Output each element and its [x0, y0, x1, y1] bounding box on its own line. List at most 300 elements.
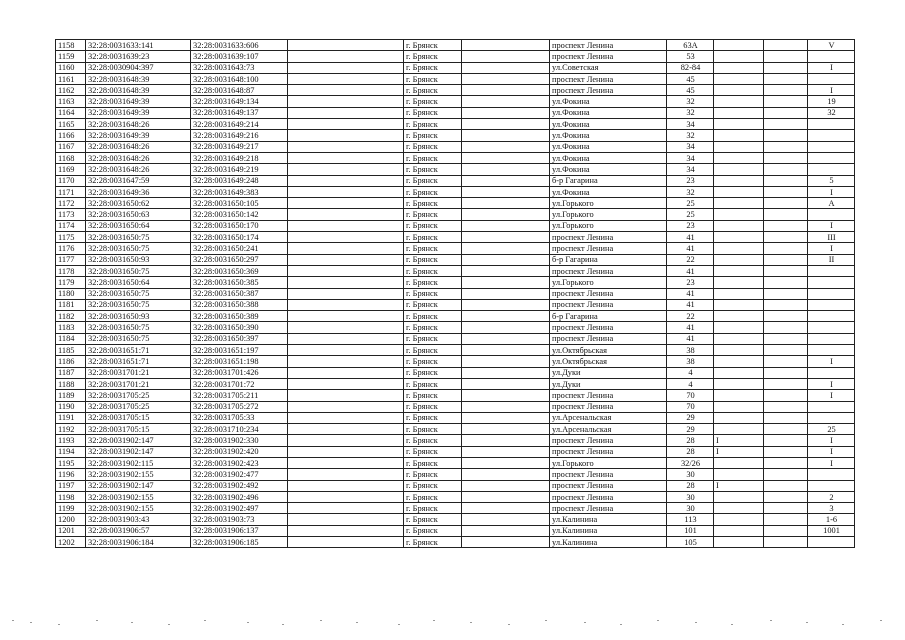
cell-street: ул.Фокина	[550, 130, 667, 141]
cell-num: 1181	[56, 299, 86, 310]
cell-flag	[714, 401, 764, 412]
scan-speck	[584, 622, 586, 623]
cell-object: 32:28:0031649:134	[191, 96, 288, 107]
cell-object: 32:28:0031650:387	[191, 288, 288, 299]
cell-house: 41	[667, 322, 714, 333]
cell-object: 32:28:0031902:492	[191, 480, 288, 491]
scan-speck	[247, 622, 249, 623]
cell-object: 32:28:0031902:496	[191, 491, 288, 502]
cell-apt: V	[808, 40, 855, 51]
cell-object: 32:28:0031902:330	[191, 435, 288, 446]
table-row	[56, 469, 855, 480]
cell-empty2	[462, 537, 550, 548]
cell-street: б-р Гагарина	[550, 254, 667, 265]
cell-empty1	[288, 232, 404, 243]
cell-street: ул.Фокина	[550, 119, 667, 130]
cell-num: 1200	[56, 514, 86, 525]
cell-apt: I	[808, 390, 855, 401]
table-row	[56, 152, 855, 163]
cell-street: ул.Фокина	[550, 164, 667, 175]
cell-object: 32:28:0031705:272	[191, 401, 288, 412]
cell-empty3	[764, 164, 808, 175]
cell-empty3	[764, 288, 808, 299]
cell-street: ул.Калинина	[550, 525, 667, 536]
cell-house: 32	[667, 130, 714, 141]
cell-city: г. Брянск	[404, 96, 462, 107]
cell-city: г. Брянск	[404, 435, 462, 446]
cell-object: 32:28:0031649:218	[191, 152, 288, 163]
cell-num: 1194	[56, 446, 86, 457]
cell-empty3	[764, 333, 808, 344]
table-row	[56, 299, 855, 310]
cell-num: 1193	[56, 435, 86, 446]
table-row	[56, 51, 855, 62]
cell-parcel: 32:28:0031648:26	[86, 119, 191, 130]
table-row	[56, 254, 855, 265]
cell-object: 32:28:0031650:389	[191, 311, 288, 322]
cell-flag	[714, 333, 764, 344]
cell-city: г. Брянск	[404, 457, 462, 468]
table-row	[56, 412, 855, 423]
cell-street: ул.Октябрьская	[550, 356, 667, 367]
cell-apt: I	[808, 378, 855, 389]
cell-object: 32:28:0031650:174	[191, 232, 288, 243]
cell-parcel: 32:28:0031650:75	[86, 333, 191, 344]
cell-num: 1170	[56, 175, 86, 186]
cell-apt	[808, 333, 855, 344]
table-row	[56, 198, 855, 209]
cell-parcel: 32:28:0031647:59	[86, 175, 191, 186]
cell-street: ул.Арсенальская	[550, 412, 667, 423]
cell-house: 25	[667, 209, 714, 220]
cell-empty3	[764, 491, 808, 502]
cell-city: г. Брянск	[404, 356, 462, 367]
cell-apt	[808, 367, 855, 378]
cell-empty3	[764, 503, 808, 514]
cell-object: 32:28:0031648:100	[191, 73, 288, 84]
cell-empty1	[288, 288, 404, 299]
cell-parcel: 32:28:0031650:93	[86, 311, 191, 322]
table-row	[56, 457, 855, 468]
cell-city: г. Брянск	[404, 412, 462, 423]
table-row	[56, 525, 855, 536]
cell-empty3	[764, 390, 808, 401]
table-row	[56, 130, 855, 141]
cell-city: г. Брянск	[404, 537, 462, 548]
cell-empty2	[462, 457, 550, 468]
cell-empty3	[764, 220, 808, 231]
cell-street: проспект Ленина	[550, 503, 667, 514]
cell-num: 1162	[56, 85, 86, 96]
cell-city: г. Брянск	[404, 73, 462, 84]
table-row	[56, 480, 855, 491]
cell-empty1	[288, 537, 404, 548]
cell-street: ул.Горького	[550, 220, 667, 231]
table-row	[56, 73, 855, 84]
cell-city: г. Брянск	[404, 141, 462, 152]
cell-street: ул.Фокина	[550, 186, 667, 197]
cell-empty1	[288, 491, 404, 502]
cell-street: проспект Ленина	[550, 401, 667, 412]
cell-empty1	[288, 514, 404, 525]
table-row	[56, 367, 855, 378]
cell-street: б-р Гагарина	[550, 175, 667, 186]
cell-empty2	[462, 51, 550, 62]
cell-empty2	[462, 435, 550, 446]
cell-city: г. Брянск	[404, 130, 462, 141]
cell-empty3	[764, 209, 808, 220]
cell-object: 32:28:0031902:423	[191, 457, 288, 468]
scan-speck	[204, 620, 206, 621]
cell-flag	[714, 537, 764, 548]
cell-parcel: 32:28:0031902:155	[86, 503, 191, 514]
cell-empty1	[288, 356, 404, 367]
cell-empty2	[462, 141, 550, 152]
table-row	[56, 401, 855, 412]
cell-house: 34	[667, 152, 714, 163]
cell-house: 32	[667, 107, 714, 118]
cell-empty3	[764, 96, 808, 107]
cell-empty3	[764, 525, 808, 536]
cell-flag	[714, 356, 764, 367]
cell-house: 30	[667, 503, 714, 514]
cell-apt: I	[808, 243, 855, 254]
cell-apt	[808, 412, 855, 423]
cell-object: 32:28:0031710:234	[191, 424, 288, 435]
cell-object: 32:28:0031650:170	[191, 220, 288, 231]
cell-house: 32	[667, 186, 714, 197]
cell-empty3	[764, 345, 808, 356]
cell-house: 30	[667, 491, 714, 502]
cell-apt	[808, 401, 855, 412]
cell-house: 23	[667, 277, 714, 288]
cell-num: 1189	[56, 390, 86, 401]
cell-num: 1173	[56, 209, 86, 220]
cell-parcel: 32:28:0031649:39	[86, 107, 191, 118]
cell-empty3	[764, 232, 808, 243]
cell-num: 1188	[56, 378, 86, 389]
cell-empty2	[462, 378, 550, 389]
table-row	[56, 85, 855, 96]
cell-street: проспект Ленина	[550, 288, 667, 299]
cell-flag	[714, 412, 764, 423]
scan-speck	[398, 624, 400, 625]
cell-street: ул.Дуки	[550, 367, 667, 378]
cell-house: 28	[667, 446, 714, 457]
cell-parcel: 32:28:0031648:26	[86, 141, 191, 152]
table-row	[56, 232, 855, 243]
cell-city: г. Брянск	[404, 232, 462, 243]
cell-street: проспект Ленина	[550, 51, 667, 62]
cell-apt: II	[808, 254, 855, 265]
cell-num: 1180	[56, 288, 86, 299]
cell-house: 32	[667, 96, 714, 107]
cell-street: ул.Фокина	[550, 96, 667, 107]
cell-street: ул.Арсенальская	[550, 424, 667, 435]
cell-city: г. Брянск	[404, 119, 462, 130]
table-row	[56, 345, 855, 356]
cell-flag	[714, 175, 764, 186]
cell-city: г. Брянск	[404, 345, 462, 356]
cell-city: г. Брянск	[404, 198, 462, 209]
cell-num: 1192	[56, 424, 86, 435]
cell-parcel: 32:28:0031906:57	[86, 525, 191, 536]
cell-empty3	[764, 435, 808, 446]
cell-apt: А	[808, 198, 855, 209]
cell-flag	[714, 525, 764, 536]
cell-parcel: 32:28:0031648:26	[86, 164, 191, 175]
cell-object: 32:28:0031649:219	[191, 164, 288, 175]
cell-num: 1184	[56, 333, 86, 344]
cell-empty1	[288, 265, 404, 276]
cell-object: 32:28:0031906:137	[191, 525, 288, 536]
cell-empty2	[462, 130, 550, 141]
cell-flag	[714, 51, 764, 62]
table-row	[56, 491, 855, 502]
cell-city: г. Брянск	[404, 525, 462, 536]
cell-house: 38	[667, 345, 714, 356]
cell-house: 34	[667, 141, 714, 152]
cell-street: проспект Ленина	[550, 85, 667, 96]
cell-flag	[714, 277, 764, 288]
cell-empty2	[462, 345, 550, 356]
cell-empty1	[288, 525, 404, 536]
cell-empty1	[288, 254, 404, 265]
cell-num: 1168	[56, 152, 86, 163]
table-row	[56, 209, 855, 220]
scan-speck	[731, 624, 733, 625]
cell-num: 1190	[56, 401, 86, 412]
cell-empty1	[288, 424, 404, 435]
cell-object: 32:28:0031650:241	[191, 243, 288, 254]
cell-apt: I	[808, 446, 855, 457]
cell-parcel: 32:28:0031902:115	[86, 457, 191, 468]
table-row	[56, 265, 855, 276]
cell-flag	[714, 119, 764, 130]
cell-num: 1165	[56, 119, 86, 130]
cell-house: 29	[667, 424, 714, 435]
cell-object: 32:28:0031701:72	[191, 378, 288, 389]
cell-house: 41	[667, 243, 714, 254]
cell-apt: I	[808, 220, 855, 231]
cell-city: г. Брянск	[404, 333, 462, 344]
cell-empty3	[764, 457, 808, 468]
cell-city: г. Брянск	[404, 40, 462, 51]
cell-flag	[714, 299, 764, 310]
cell-apt	[808, 51, 855, 62]
cell-object: 32:28:0031651:197	[191, 345, 288, 356]
table-row	[56, 243, 855, 254]
cell-city: г. Брянск	[404, 62, 462, 73]
cell-empty3	[764, 356, 808, 367]
cell-num: 1185	[56, 345, 86, 356]
cell-empty3	[764, 514, 808, 525]
cell-street: ул.Фокина	[550, 107, 667, 118]
cell-flag	[714, 265, 764, 276]
table-row	[56, 62, 855, 73]
cell-empty2	[462, 480, 550, 491]
scan-speck	[30, 622, 32, 623]
cell-city: г. Брянск	[404, 446, 462, 457]
cell-street: проспект Ленина	[550, 491, 667, 502]
cell-num: 1160	[56, 62, 86, 73]
cell-apt: I	[808, 457, 855, 468]
cell-parcel: 32:28:0031649:39	[86, 130, 191, 141]
cell-street: ул.Дуки	[550, 378, 667, 389]
cell-empty3	[764, 254, 808, 265]
cell-apt: 19	[808, 96, 855, 107]
cell-house: 34	[667, 164, 714, 175]
cell-num: 1176	[56, 243, 86, 254]
cell-num: 1174	[56, 220, 86, 231]
cell-empty2	[462, 62, 550, 73]
cell-city: г. Брянск	[404, 175, 462, 186]
cell-house: 53	[667, 51, 714, 62]
cell-apt: 25	[808, 424, 855, 435]
cell-city: г. Брянск	[404, 186, 462, 197]
cell-empty1	[288, 51, 404, 62]
cell-parcel: 32:28:0031651:71	[86, 356, 191, 367]
cell-flag	[714, 345, 764, 356]
cell-empty1	[288, 378, 404, 389]
cell-flag	[714, 130, 764, 141]
cell-num: 1178	[56, 265, 86, 276]
cell-flag	[714, 152, 764, 163]
cell-apt	[808, 277, 855, 288]
cell-street: проспект Ленина	[550, 435, 667, 446]
cell-empty2	[462, 209, 550, 220]
cell-empty2	[462, 367, 550, 378]
cell-empty1	[288, 243, 404, 254]
cell-flag	[714, 311, 764, 322]
table-row	[56, 537, 855, 548]
table-row	[56, 288, 855, 299]
cell-street: ул.Горького	[550, 277, 667, 288]
scan-speck	[695, 622, 697, 623]
cell-house: 30	[667, 469, 714, 480]
cell-empty2	[462, 152, 550, 163]
cell-empty2	[462, 232, 550, 243]
cell-city: г. Брянск	[404, 401, 462, 412]
cell-parcel: 32:28:0031650:62	[86, 198, 191, 209]
cell-parcel: 32:28:0031650:75	[86, 232, 191, 243]
cell-num: 1196	[56, 469, 86, 480]
cell-street: ул.Горького	[550, 457, 667, 468]
cell-num: 1198	[56, 491, 86, 502]
table-row	[56, 119, 855, 130]
cell-empty1	[288, 164, 404, 175]
cell-empty3	[764, 322, 808, 333]
cell-empty1	[288, 198, 404, 209]
cell-flag	[714, 243, 764, 254]
cell-street: проспект Ленина	[550, 480, 667, 491]
cell-num: 1175	[56, 232, 86, 243]
cell-empty2	[462, 322, 550, 333]
cell-num: 1202	[56, 537, 86, 548]
cell-apt	[808, 152, 855, 163]
table-row	[56, 356, 855, 367]
cell-parcel: 32:28:0031649:39	[86, 96, 191, 107]
scan-speck	[282, 624, 284, 625]
cell-flag	[714, 322, 764, 333]
cell-empty2	[462, 265, 550, 276]
cell-empty2	[462, 107, 550, 118]
cell-city: г. Брянск	[404, 288, 462, 299]
cell-parcel: 32:28:0031650:64	[86, 277, 191, 288]
cell-house: 70	[667, 401, 714, 412]
cell-apt	[808, 164, 855, 175]
cell-house: 23	[667, 175, 714, 186]
cell-city: г. Брянск	[404, 480, 462, 491]
cell-object: 32:28:0031651:198	[191, 356, 288, 367]
cell-empty1	[288, 175, 404, 186]
cell-empty3	[764, 311, 808, 322]
cell-empty1	[288, 62, 404, 73]
cell-empty1	[288, 209, 404, 220]
cell-apt	[808, 209, 855, 220]
cell-apt: 3	[808, 503, 855, 514]
cell-street: б-р Гагарина	[550, 311, 667, 322]
cell-apt	[808, 311, 855, 322]
cell-apt	[808, 299, 855, 310]
cell-num: 1167	[56, 141, 86, 152]
table-row	[56, 333, 855, 344]
cell-empty2	[462, 412, 550, 423]
cell-empty1	[288, 480, 404, 491]
cell-empty2	[462, 186, 550, 197]
cell-house: 45	[667, 73, 714, 84]
cell-parcel: 32:28:0031650:75	[86, 299, 191, 310]
cell-object: 32:28:0031705:211	[191, 390, 288, 401]
cell-city: г. Брянск	[404, 85, 462, 96]
cell-apt: 1-6	[808, 514, 855, 525]
cell-parcel: 32:28:0031633:141	[86, 40, 191, 51]
cell-empty1	[288, 345, 404, 356]
cell-city: г. Брянск	[404, 424, 462, 435]
cell-empty1	[288, 390, 404, 401]
cell-city: г. Брянск	[404, 164, 462, 175]
cell-city: г. Брянск	[404, 491, 462, 502]
cell-flag	[714, 232, 764, 243]
cell-empty2	[462, 96, 550, 107]
cell-parcel: 32:28:0031650:75	[86, 243, 191, 254]
cell-apt: 32	[808, 107, 855, 118]
cell-num: 1183	[56, 322, 86, 333]
scan-speck	[356, 622, 358, 623]
cell-city: г. Брянск	[404, 503, 462, 514]
cell-empty2	[462, 198, 550, 209]
cell-parcel: 32:28:0031649:36	[86, 186, 191, 197]
cell-num: 1159	[56, 51, 86, 62]
cell-street: ул.Горького	[550, 209, 667, 220]
cell-house: 82-84	[667, 62, 714, 73]
cell-parcel: 32:28:0031650:75	[86, 288, 191, 299]
cell-empty2	[462, 254, 550, 265]
cell-parcel: 32:28:0031650:75	[86, 322, 191, 333]
cell-flag	[714, 424, 764, 435]
cell-house: 41	[667, 232, 714, 243]
cell-house: 25	[667, 198, 714, 209]
cell-flag	[714, 141, 764, 152]
cell-empty3	[764, 265, 808, 276]
cell-num: 1201	[56, 525, 86, 536]
table-row	[56, 503, 855, 514]
cell-empty2	[462, 220, 550, 231]
cell-house: 38	[667, 356, 714, 367]
cell-num: 1172	[56, 198, 86, 209]
cell-street: проспект Ленина	[550, 265, 667, 276]
cell-city: г. Брянск	[404, 299, 462, 310]
